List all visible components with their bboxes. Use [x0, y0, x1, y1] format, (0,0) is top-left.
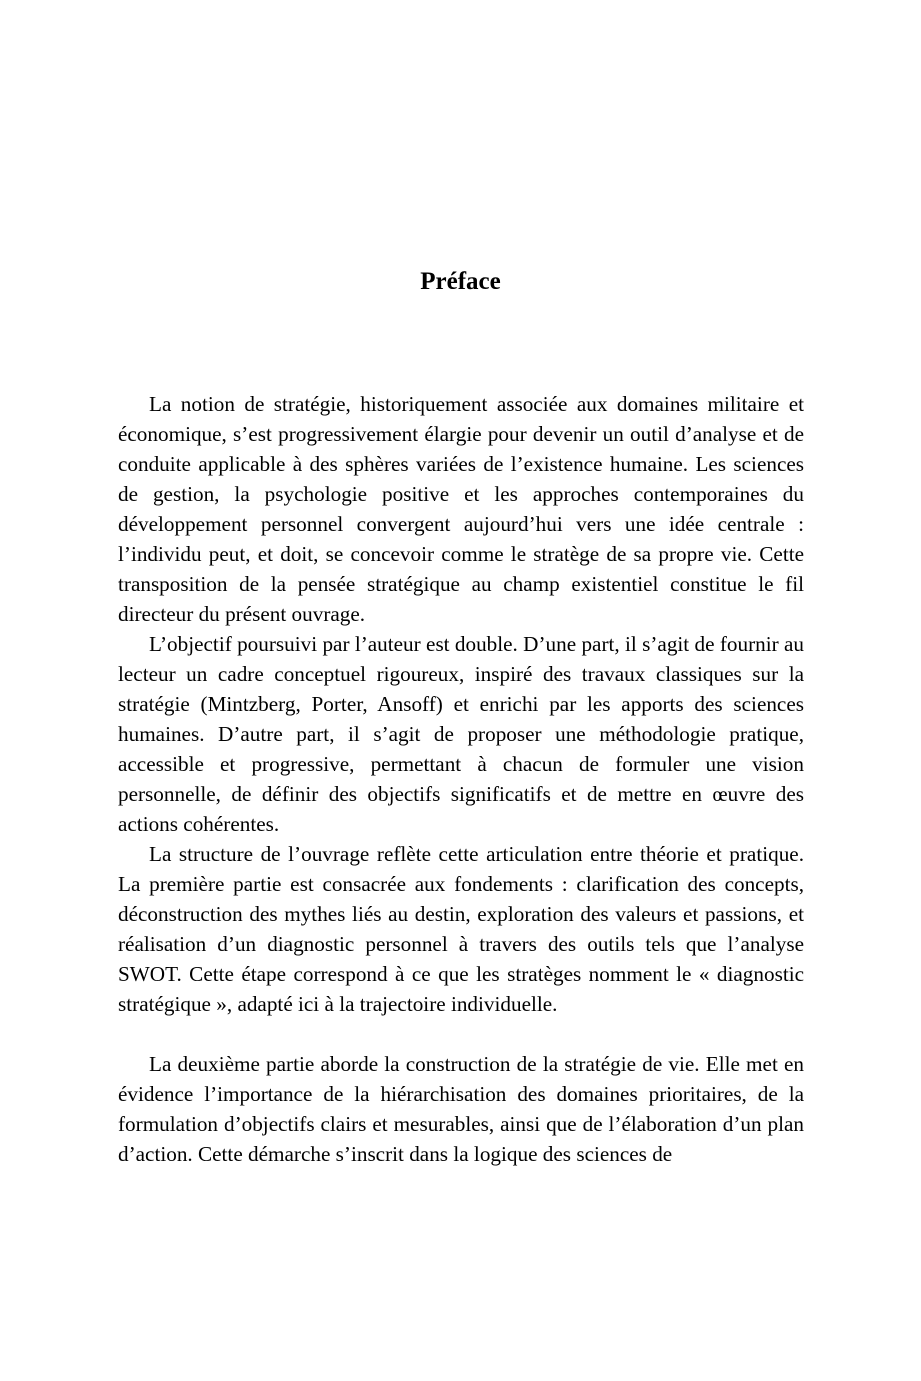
paragraph-1: La notion de stratégie, historiquement associée aux domaines militaire et économique, s’est progressivement élargie pour devenir un outil d’analyse et de conduite applicable à des sphères variées de l’existence humaine. Les sciences de gestion, la psychologie positive et les approches contemporaines du développement personnel convergent aujourd’hui vers une idée centrale : l’individu peut, et doit, se concevoir comme le stratège de sa propre vie. Cette transposition de la pensée stratégique au champ existentiel constitue le fil directeur du présent ouvrage.: [118, 392, 804, 626]
preface-body: [118, 389, 804, 1169]
page-title: Préface: [420, 268, 501, 295]
paragraph-4: La deuxième partie aborde la construction de la stratégie de vie. Elle met en évidence l’importance de la hiérarchisation des domaines prioritaires, de la formulation d’objectifs clairs et mesurables, ainsi que de l’élaboration d’un plan d’action. Cette démarche s’inscrit dans la logique des sciences de: [118, 1052, 804, 1166]
paragraph-3: La structure de l’ouvrage reflète cette articulation entre théorie et pratique. La première partie est consacrée aux fondements : clarification des concepts, déconstruction des mythes liés au destin, exploration des valeurs et passions, et réalisation d’un diagnostic personnel à travers des outils tels que l’analyse SWOT. Cette étape correspond à ce que les stratèges nomment le « diagnostic stratégique », adapté ici à la trajectoire individuelle.: [118, 842, 804, 1016]
paragraph-2: L’objectif poursuivi par l’auteur est double. D’une part, il s’agit de fournir au lecteur un cadre conceptuel rigoureux, inspiré des travaux classiques sur la stratégie (Mintzberg, Porter, Ansoff) et enrichi par les apports des sciences humaines. D’autre part, il s’agit de proposer une méthodologie pratique, accessible et progressive, permettant à chacun de formuler une vision personnelle, de définir des objectifs significatifs et de mettre en œuvre des actions cohérentes.: [118, 632, 804, 836]
